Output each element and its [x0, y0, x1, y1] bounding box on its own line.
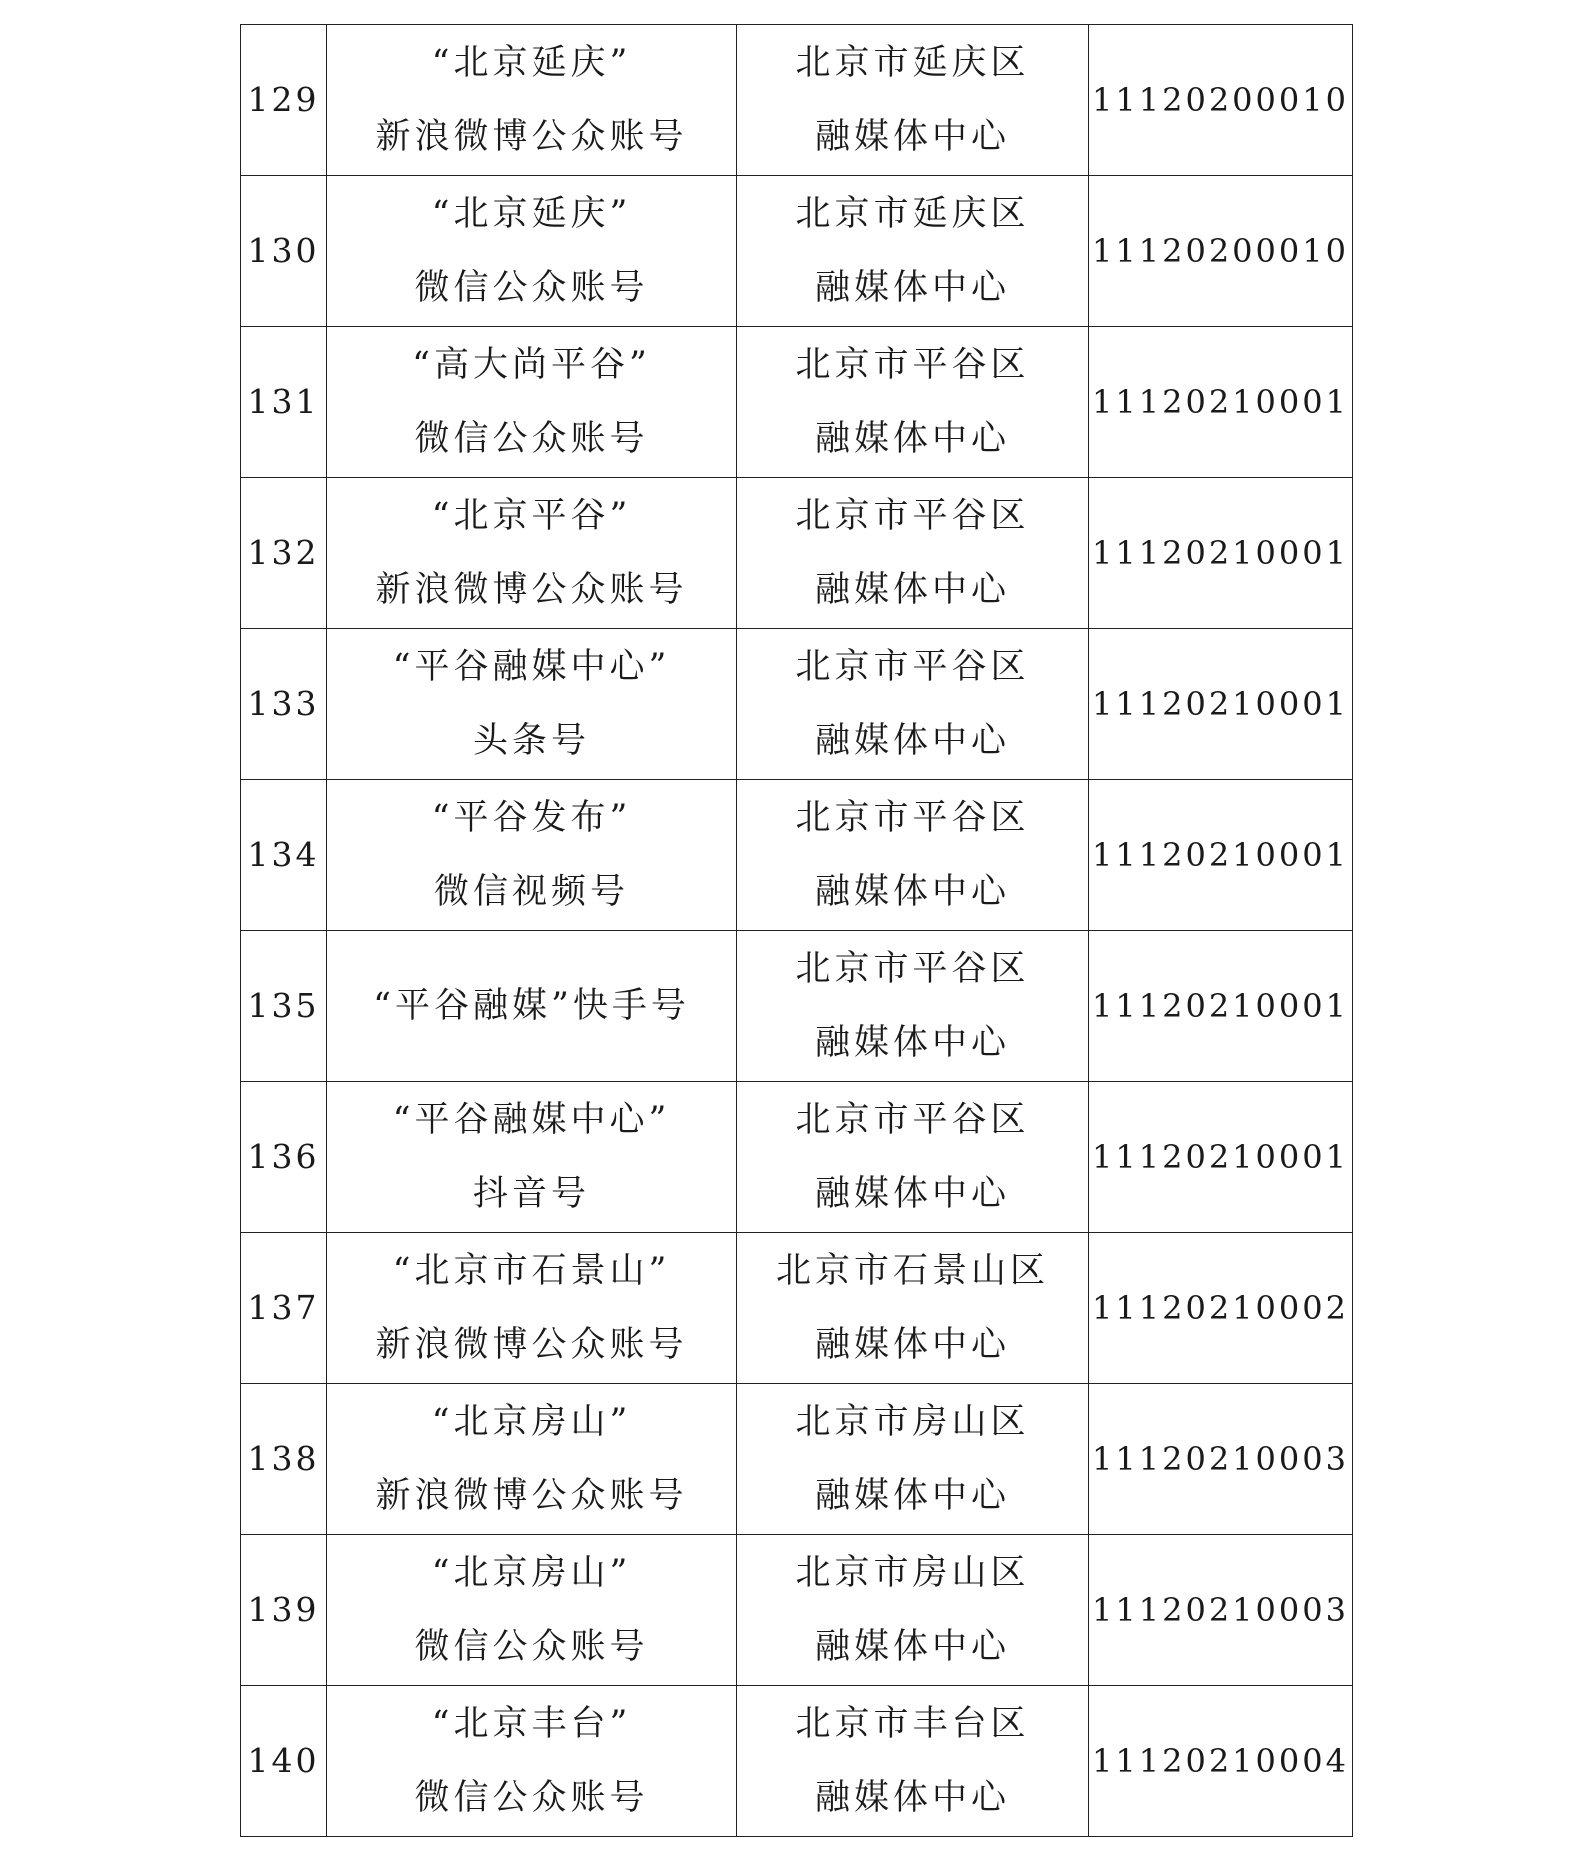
license-code-cell: 11120210001	[1089, 1082, 1353, 1233]
organization-cell	[737, 25, 1089, 176]
organization-cell	[737, 1686, 1089, 1837]
organization-line: 北京市平谷区	[795, 496, 1030, 536]
account-name-line: 微信公众账号	[414, 1627, 649, 1667]
organization-cell	[737, 478, 1089, 629]
license-code-cell: 11120210001	[1089, 931, 1353, 1082]
organization-line: 融媒体中心	[814, 1174, 1010, 1214]
organization-line: 北京市石景山区	[775, 1251, 1049, 1291]
row-number-cell: 139	[241, 1535, 327, 1686]
organization-line: 北京市平谷区	[795, 345, 1030, 385]
account-name-line: “北京平谷”	[431, 496, 632, 536]
account-name-cell	[327, 629, 737, 780]
account-name-cell	[327, 176, 737, 327]
license-code-cell: 11120210001	[1089, 478, 1353, 629]
license-code-cell: 11120210004	[1089, 1686, 1353, 1837]
account-name-line: “北京延庆”	[431, 43, 632, 83]
organization-cell	[737, 1535, 1089, 1686]
account-name-line: 微信公众账号	[414, 419, 649, 459]
account-name-cell	[327, 327, 737, 478]
organization-cell	[737, 931, 1089, 1082]
account-name-line: 新浪微博公众账号	[375, 570, 688, 610]
row-number-cell: 135	[241, 931, 327, 1082]
table-row	[241, 176, 1353, 327]
license-code-cell: 11120210003	[1089, 1535, 1353, 1686]
account-name-line: “平谷融媒中心”	[392, 647, 671, 687]
account-name-line: “北京房山”	[431, 1402, 632, 1442]
organization-line: 北京市平谷区	[795, 647, 1030, 687]
table-row	[241, 478, 1353, 629]
table-row	[241, 629, 1353, 780]
row-number-cell: 137	[241, 1233, 327, 1384]
account-name-line: “平谷发布”	[431, 798, 632, 838]
table-row	[241, 1686, 1353, 1837]
license-code-cell: 11120210001	[1089, 780, 1353, 931]
registry-table	[240, 24, 1353, 1837]
organization-cell	[737, 1384, 1089, 1535]
account-name-cell	[327, 478, 737, 629]
table-row	[241, 25, 1353, 176]
organization-cell	[737, 176, 1089, 327]
organization-line: 北京市平谷区	[795, 949, 1030, 989]
organization-line: 融媒体中心	[814, 872, 1010, 912]
account-name-line: 抖音号	[472, 1174, 590, 1214]
account-name-line: “高大尚平谷”	[412, 345, 651, 385]
organization-cell	[737, 1082, 1089, 1233]
table-row	[241, 780, 1353, 931]
organization-line: 北京市延庆区	[795, 43, 1030, 83]
organization-line: 融媒体中心	[814, 1325, 1010, 1365]
account-name-line: “平谷融媒”快手号	[373, 986, 690, 1026]
account-name-line: 微信公众账号	[414, 268, 649, 308]
row-number-cell: 134	[241, 780, 327, 931]
organization-line: 北京市房山区	[795, 1553, 1030, 1593]
account-name-line: 新浪微博公众账号	[375, 1325, 688, 1365]
account-name-line: 新浪微博公众账号	[375, 1476, 688, 1516]
row-number-cell: 136	[241, 1082, 327, 1233]
organization-line: 融媒体中心	[814, 1476, 1010, 1516]
organization-line: 融媒体中心	[814, 117, 1010, 157]
account-name-line: “北京延庆”	[431, 194, 632, 234]
table-row	[241, 1384, 1353, 1535]
license-code-cell: 11120200010	[1089, 25, 1353, 176]
account-name-cell	[327, 1082, 737, 1233]
account-name-line: 新浪微博公众账号	[375, 117, 688, 157]
account-name-cell	[327, 25, 737, 176]
account-name-line: “平谷融媒中心”	[392, 1100, 671, 1140]
license-code-cell: 11120210001	[1089, 629, 1353, 780]
account-name-cell	[327, 1686, 737, 1837]
row-number-cell: 133	[241, 629, 327, 780]
organization-line: 融媒体中心	[814, 721, 1010, 761]
row-number-cell: 129	[241, 25, 327, 176]
organization-line: 北京市房山区	[795, 1402, 1030, 1442]
account-name-cell	[327, 1384, 737, 1535]
organization-line: 融媒体中心	[814, 1023, 1010, 1063]
registry-table-page	[240, 24, 1352, 1837]
row-number-cell: 130	[241, 176, 327, 327]
account-name-line: “北京市石景山”	[392, 1251, 671, 1291]
license-code-cell: 11120200010	[1089, 176, 1353, 327]
organization-line: 北京市平谷区	[795, 1100, 1030, 1140]
organization-line: 北京市平谷区	[795, 798, 1030, 838]
organization-line: 融媒体中心	[814, 570, 1010, 610]
organization-line: 北京市延庆区	[795, 194, 1030, 234]
row-number-cell: 140	[241, 1686, 327, 1837]
organization-line: 融媒体中心	[814, 268, 1010, 308]
organization-cell	[737, 629, 1089, 780]
account-name-line: 头条号	[472, 721, 590, 761]
account-name-cell	[327, 1233, 737, 1384]
table-row	[241, 1233, 1353, 1384]
organization-line: 融媒体中心	[814, 419, 1010, 459]
organization-cell	[737, 780, 1089, 931]
account-name-line: “北京房山”	[431, 1553, 632, 1593]
table-body	[241, 25, 1353, 1837]
organization-cell	[737, 327, 1089, 478]
table-row	[241, 1082, 1353, 1233]
account-name-cell	[327, 1535, 737, 1686]
organization-line: 融媒体中心	[814, 1627, 1010, 1667]
table-row	[241, 1535, 1353, 1686]
license-code-cell: 11120210002	[1089, 1233, 1353, 1384]
organization-cell	[737, 1233, 1089, 1384]
row-number-cell: 131	[241, 327, 327, 478]
account-name-line: “北京丰台”	[431, 1704, 632, 1744]
organization-line: 北京市丰台区	[795, 1704, 1030, 1744]
account-name-cell	[327, 931, 737, 1082]
table-row	[241, 327, 1353, 478]
license-code-cell: 11120210001	[1089, 327, 1353, 478]
account-name-line: 微信视频号	[433, 872, 629, 912]
account-name-line: 微信公众账号	[414, 1778, 649, 1818]
account-name-cell	[327, 780, 737, 931]
license-code-cell: 11120210003	[1089, 1384, 1353, 1535]
organization-line: 融媒体中心	[814, 1778, 1010, 1818]
row-number-cell: 138	[241, 1384, 327, 1535]
row-number-cell: 132	[241, 478, 327, 629]
table-row	[241, 931, 1353, 1082]
